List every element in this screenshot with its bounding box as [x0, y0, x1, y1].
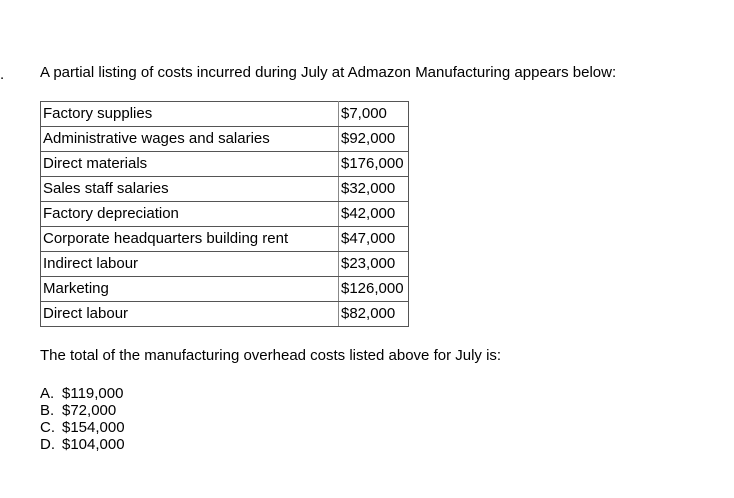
cost-item: Indirect labour	[41, 252, 339, 277]
cost-amount: $176,000	[339, 152, 409, 177]
table-row	[41, 127, 409, 152]
cost-amount: $32,000	[339, 177, 409, 202]
table-row	[41, 227, 409, 252]
table-row	[41, 102, 409, 127]
answer-option-a[interactable]	[40, 385, 125, 402]
option-letter: D.	[40, 436, 55, 453]
option-text: $104,000	[62, 436, 125, 453]
cost-amount: $47,000	[339, 227, 409, 252]
cost-item: Factory depreciation	[41, 202, 339, 227]
answer-option-b[interactable]	[40, 402, 125, 419]
question-intro: A partial listing of costs incurred during July at Admazon Manufacturing appears below:	[40, 64, 617, 81]
cost-amount: $126,000	[339, 277, 409, 302]
option-letter: A.	[40, 385, 55, 402]
table-row	[41, 277, 409, 302]
cost-amount: $82,000	[339, 302, 409, 327]
option-letter: C.	[40, 419, 55, 436]
cost-item: Factory supplies	[41, 102, 339, 127]
question-prompt: The total of the manufacturing overhead costs listed above for July is:	[40, 347, 502, 364]
table-row	[41, 302, 409, 327]
cost-amount: $7,000	[339, 102, 409, 127]
option-text: $119,000	[62, 385, 124, 402]
cost-amount: $42,000	[339, 202, 409, 227]
cost-item: Administrative wages and salaries	[41, 127, 339, 152]
cost-item: Direct materials	[41, 152, 339, 177]
edge-mark: .	[0, 66, 5, 83]
answer-options	[40, 385, 125, 453]
cost-item: Corporate headquarters building rent	[41, 227, 339, 252]
option-text: $154,000	[62, 419, 125, 436]
answer-option-d[interactable]	[40, 436, 125, 453]
cost-item: Marketing	[41, 277, 339, 302]
option-letter: B.	[40, 402, 55, 419]
table-row	[41, 252, 409, 277]
cost-item: Direct labour	[41, 302, 339, 327]
cost-amount: $92,000	[339, 127, 409, 152]
answer-option-c[interactable]	[40, 419, 125, 436]
table-row	[41, 202, 409, 227]
cost-table	[40, 101, 409, 327]
table-row	[41, 177, 409, 202]
option-text: $72,000	[62, 402, 117, 419]
cost-amount: $23,000	[339, 252, 409, 277]
table-row	[41, 152, 409, 177]
cost-item: Sales staff salaries	[41, 177, 339, 202]
